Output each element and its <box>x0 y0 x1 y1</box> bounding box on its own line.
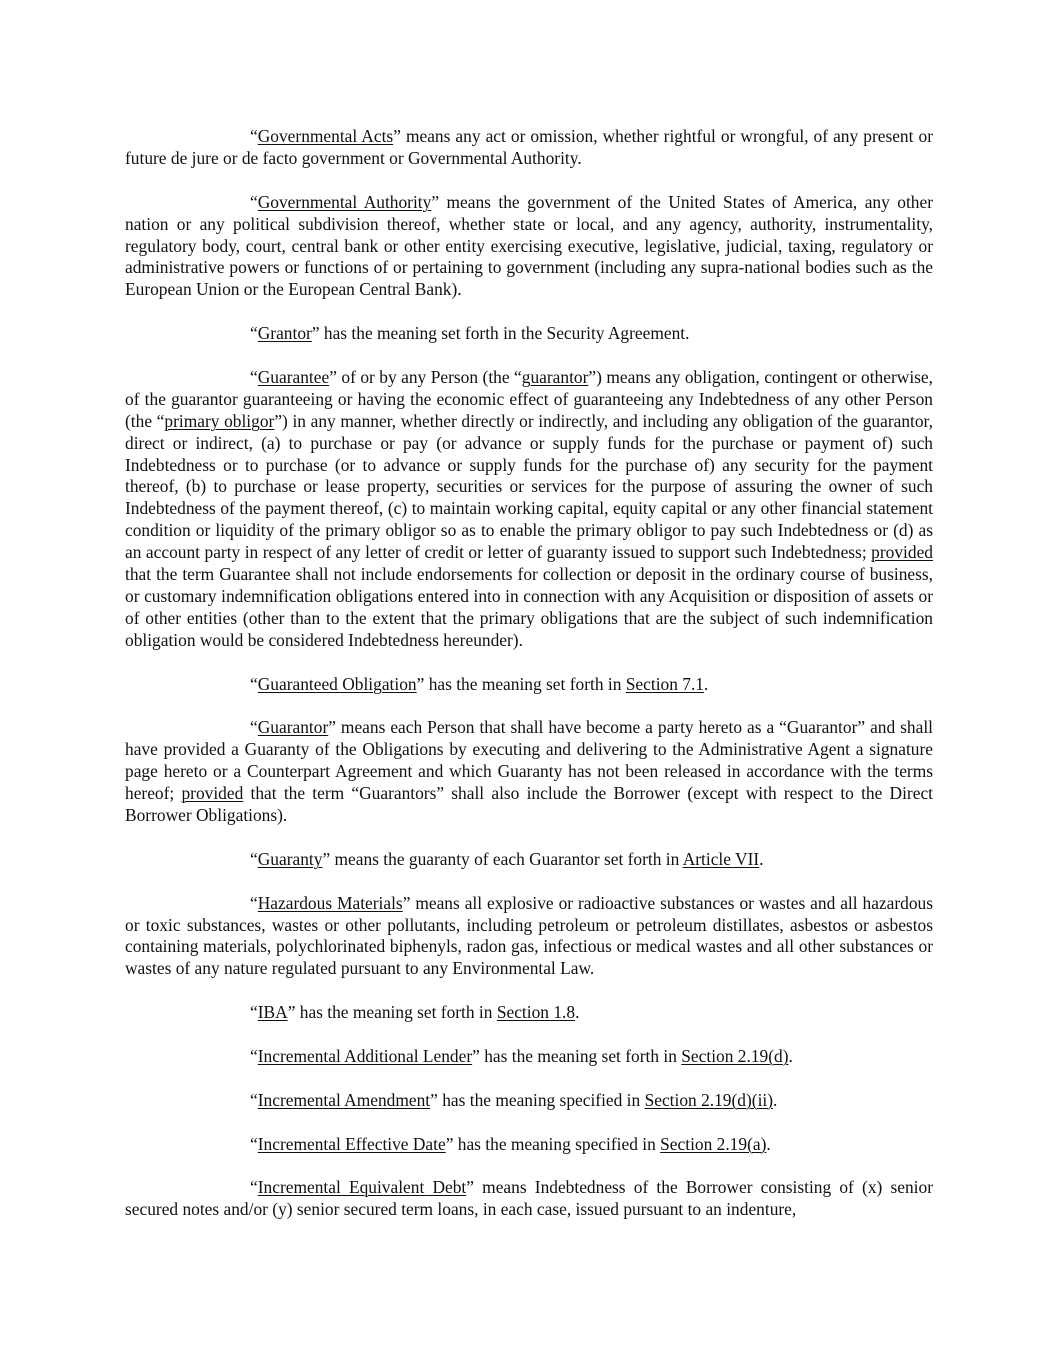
defined-term: Guaranteed Obligation <box>257 673 417 694</box>
definition-hazardous-materials: “Hazardous Materials” means all explosive or radioactive substances or wastes and all hazardous or toxic substances, wastes or other pollutants, including petroleum or petroleum distillates, asbestos or asbestos containing materials, polychlorinated biphenyls, radon gas, infectious or medical wastes and all other substances or wastes of any nature regulated pursuant to any Environmental Law. <box>125 892 934 979</box>
defined-term: Incremental Effective Date <box>257 1133 446 1154</box>
definition-governmental-acts: “Governmental Acts” means any act or omission, whether rightful or wrongful, of any present or future de jure or de facto government or Governmental Authority. <box>125 126 933 168</box>
defined-term-reference: primary obligor <box>164 410 275 431</box>
defined-term: Hazardous Materials <box>257 892 403 913</box>
definition-grantor: “Grantor” has the meaning set forth in the Security Agreement. <box>250 323 690 344</box>
defined-term: IBA <box>257 1002 288 1023</box>
defined-term: Guarantee <box>257 366 330 387</box>
definition-incremental-effective-date: “Incremental Effective Date” has the meaning specified in Section 2.19(a). <box>250 1133 771 1154</box>
section-reference: Section 1.8 <box>496 1002 576 1023</box>
definition-guarantor: “Guarantor” means each Person that shall have become a party hereto as a “Guarantor” and shall have provided a Guaranty of the Obligations by executing and delivering to the Administrative Agent a signature page hereto or a Counterpart Agreement and which Guaranty has not been released in accordance with the terms hereof; provided that the term “Guarantors” shall also include the Borrower (except with respect to the Direct Borrower Obligations). <box>125 717 933 826</box>
definition-iba: “IBA” has the meaning set forth in Section 1.8. <box>250 1002 580 1023</box>
section-reference: Section 2.19(a) <box>660 1133 767 1154</box>
document-page <box>125 126 933 1243</box>
section-reference: Section 2.19(d)(ii) <box>644 1089 774 1110</box>
defined-term: Incremental Equivalent Debt <box>257 1177 467 1198</box>
proviso-term: provided <box>871 542 933 563</box>
defined-term: Incremental Amendment <box>257 1089 431 1110</box>
proviso-term: provided <box>181 783 244 804</box>
defined-term: Guarantor <box>257 717 329 738</box>
defined-term: Grantor <box>257 323 312 344</box>
section-reference: Section 2.19(d) <box>681 1045 789 1066</box>
definition-incremental-additional-lender: “Incremental Additional Lender” has the meaning set forth in Section 2.19(d). <box>250 1045 793 1066</box>
definition-guarantee: “Guarantee” of or by any Person (the “guarantor”) means any obligation, contingent or otherwise, of the guarantor guaranteeing or having the economic effect of guaranteeing any Indebtedness of any other Person (the “primary obligor”) in any manner, whether directly or indirectly, and including any obligation of the guarantor, direct or indirect, (a) to purchase or pay (or advance or supply funds for the purchase or payment of) such Indebtedness or to purchase (or to advance or supply funds for the purchase of) any security for the payment thereof, (b) to purchase or lease property, securities or services for the purpose of assuring the owner of such Indebtedness of the payment thereof, (c) to maintain working capital, equity capital or any other financial statement condition or liquidity of the primary obligor so as to enable the primary obligor to pay such Indebtedness or (d) as an account party in respect of any letter of credit or letter of guaranty issued to support such Indebtedness; provided that the term Guarantee shall not include endorsements for collection or deposit in the ordinary course of business, or customary indemnification obligations entered into in connection with any Acquisition or disposition of assets or of other entities (other than to the extent that the primary obligations that are the subject of such indemnification obligation would be considered Indebtedness hereunder). <box>125 366 933 650</box>
defined-term: Governmental Acts <box>257 126 394 146</box>
definition-guaranty: “Guaranty” means the guaranty of each Guarantor set forth in Article VII. <box>250 848 764 869</box>
defined-term: Guaranty <box>257 848 323 869</box>
defined-term-reference: guarantor <box>521 366 589 387</box>
definition-incremental-amendment: “Incremental Amendment” has the meaning specified in Section 2.19(d)(ii). <box>250 1089 778 1110</box>
definition-incremental-equivalent-debt: “Incremental Equivalent Debt” means Indebtedness of the Borrower consisting of (x) senior secured notes and/or (y) senior secured term loans, in each case, issued pursuant to an indenture, <box>125 1177 933 1220</box>
article-reference: Article VII <box>682 848 760 869</box>
section-reference: Section 7.1 <box>625 673 704 694</box>
defined-term: Incremental Additional Lender <box>257 1045 473 1066</box>
definition-guaranteed-obligation: “Guaranteed Obligation” has the meaning set forth in Section 7.1. <box>250 673 709 694</box>
defined-term: Governmental Authority <box>257 191 432 212</box>
definition-governmental-authority: “Governmental Authority” means the government of the United States of America, any other nation or any political subdivision thereof, whether state or local, and any agency, authority, instrumentality, regulatory body, court, central bank or other entity exercising executive, legislative, judicial, taxing, regulatory or administrative powers or functions of or pertaining to government (including any supra-national bodies such as the European Union or the European Central Bank). <box>125 191 933 300</box>
